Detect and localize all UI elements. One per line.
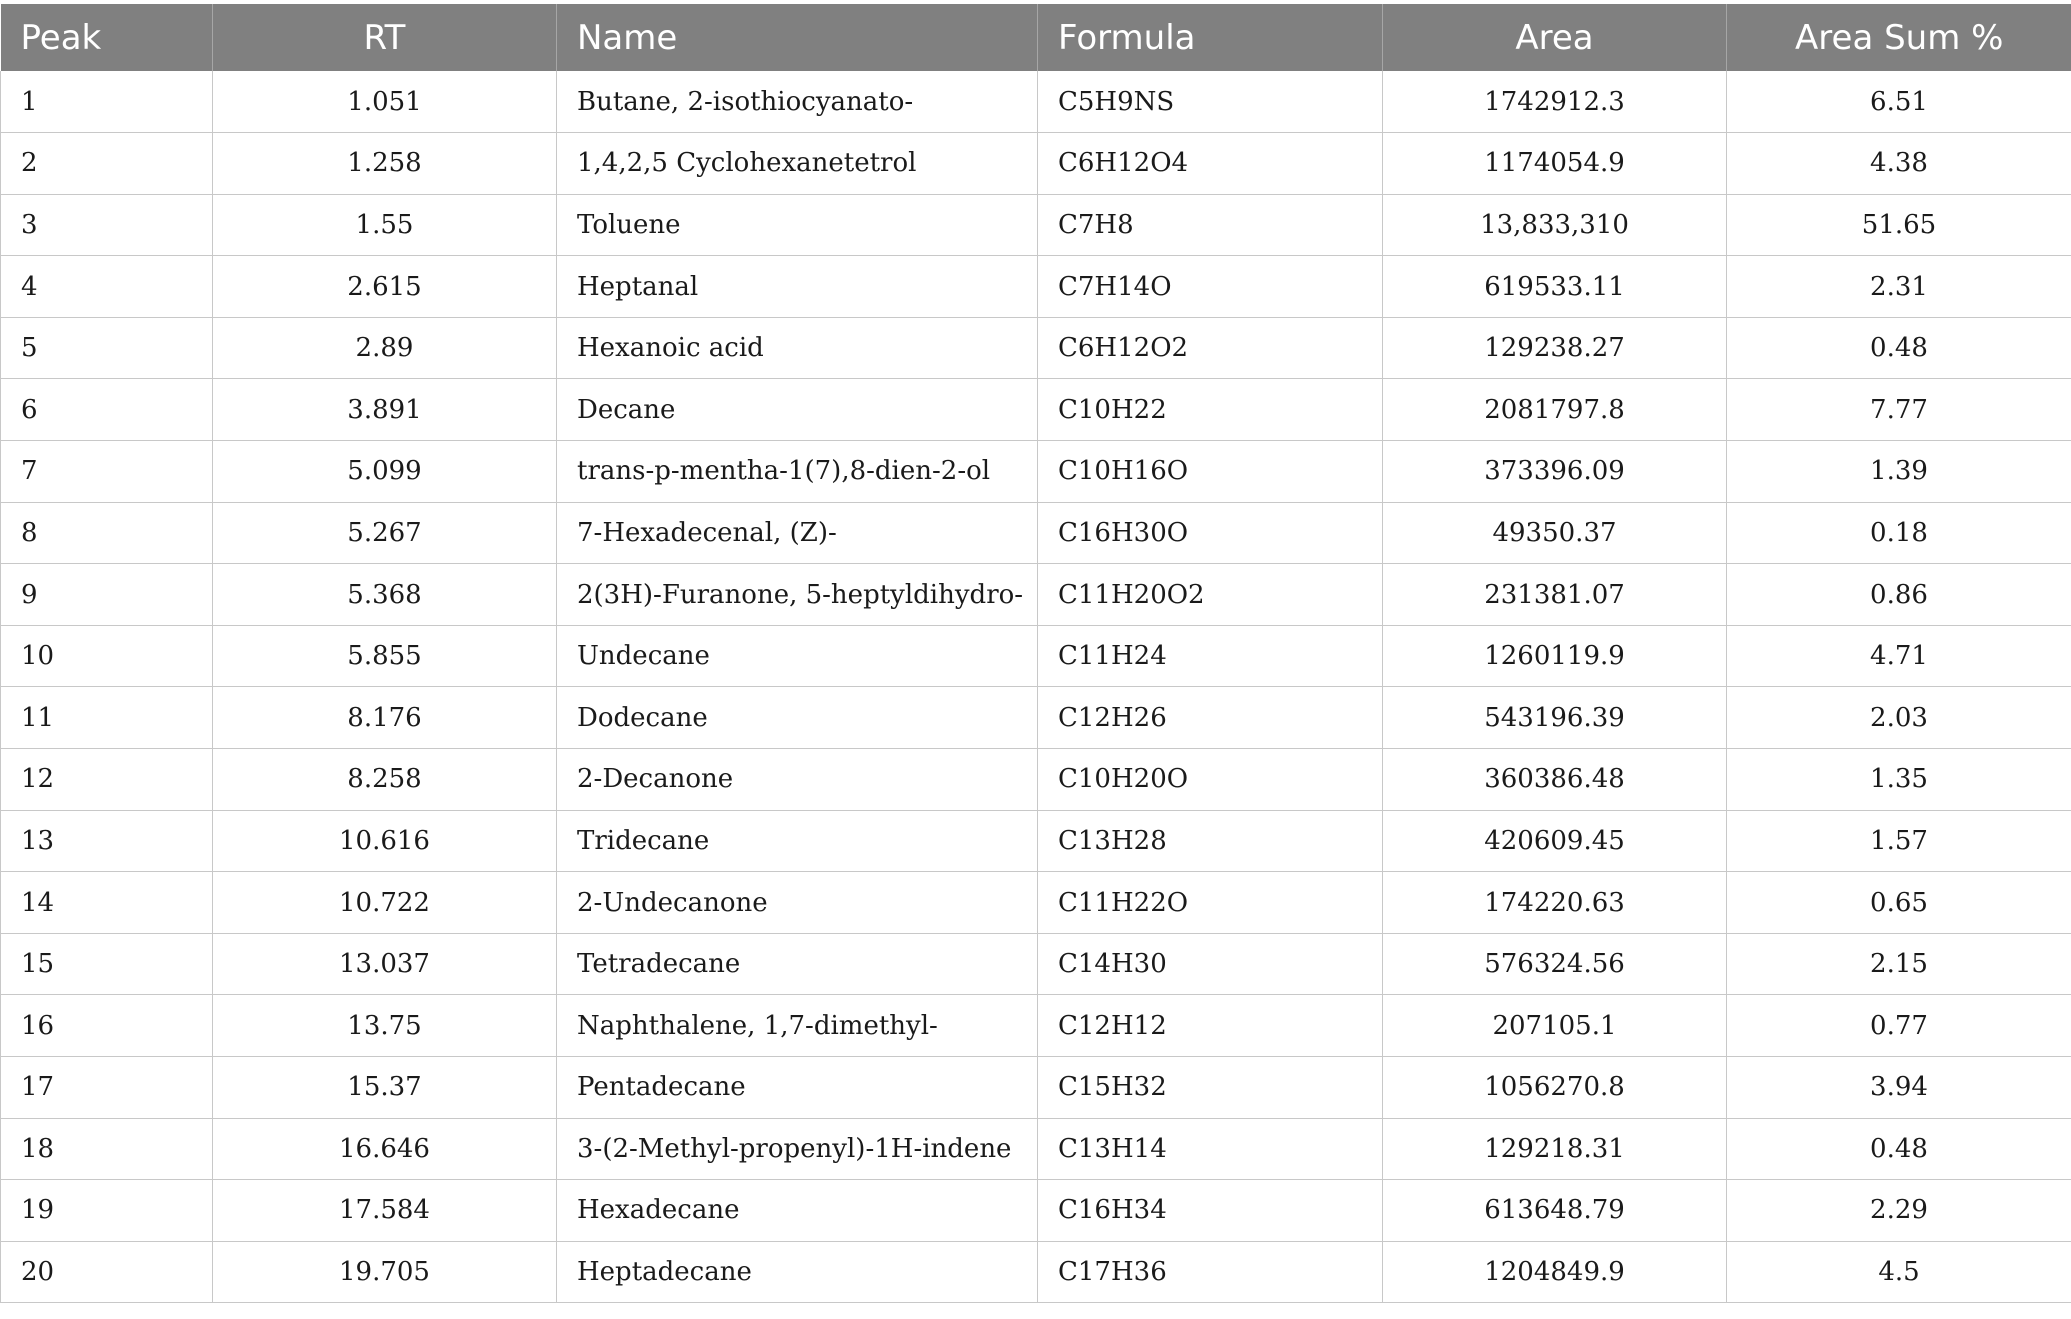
- cell-formula: C6H12O4: [1038, 133, 1383, 195]
- table-row: [1, 810, 2071, 872]
- cell-name: 2-Decanone: [557, 749, 1038, 811]
- cell-peak: 14: [1, 872, 213, 934]
- table-row: [1, 71, 2071, 133]
- cell-formula: C12H26: [1038, 687, 1383, 749]
- cell-area-sum: 0.65: [1727, 872, 2071, 934]
- cell-formula: C14H30: [1038, 933, 1383, 995]
- cell-area-sum: 4.38: [1727, 133, 2071, 195]
- cell-area: 1260119.9: [1383, 625, 1727, 687]
- cell-formula: C7H14O: [1038, 256, 1383, 318]
- cell-area: 543196.39: [1383, 687, 1727, 749]
- cell-area-sum: 0.77: [1727, 995, 2071, 1057]
- cell-peak: 13: [1, 810, 213, 872]
- cell-area-sum: 0.48: [1727, 1118, 2071, 1180]
- cell-name: 3-(2-Methyl-propenyl)-1H-indene: [557, 1118, 1038, 1180]
- cell-area: 1174054.9: [1383, 133, 1727, 195]
- cell-name: Tetradecane: [557, 933, 1038, 995]
- cell-peak: 17: [1, 1057, 213, 1119]
- cell-area-sum: 7.77: [1727, 379, 2071, 441]
- header-row: [1, 4, 2071, 71]
- column-header-rt: RT: [213, 4, 557, 71]
- cell-name: Hexadecane: [557, 1180, 1038, 1242]
- cell-area: 1056270.8: [1383, 1057, 1727, 1119]
- cell-peak: 4: [1, 256, 213, 318]
- cell-area-sum: 4.71: [1727, 625, 2071, 687]
- cell-formula: C15H32: [1038, 1057, 1383, 1119]
- cell-area: 373396.09: [1383, 441, 1727, 503]
- cell-formula: C17H36: [1038, 1241, 1383, 1303]
- cell-peak: 16: [1, 995, 213, 1057]
- cell-rt: 10.722: [213, 872, 557, 934]
- cell-area: 1742912.3: [1383, 71, 1727, 133]
- table-row: [1, 625, 2071, 687]
- cell-area: 1204849.9: [1383, 1241, 1727, 1303]
- table-row: [1, 749, 2071, 811]
- cell-peak: 3: [1, 194, 213, 256]
- table-row: [1, 1180, 2071, 1242]
- cell-name: Decane: [557, 379, 1038, 441]
- peaks-table: [0, 4, 2071, 1303]
- cell-formula: C11H24: [1038, 625, 1383, 687]
- cell-area: 13,833,310: [1383, 194, 1727, 256]
- column-header-name: Name: [557, 4, 1038, 71]
- cell-peak: 18: [1, 1118, 213, 1180]
- cell-rt: 17.584: [213, 1180, 557, 1242]
- cell-rt: 2.89: [213, 317, 557, 379]
- cell-rt: 8.176: [213, 687, 557, 749]
- cell-area-sum: 1.57: [1727, 810, 2071, 872]
- column-header-area-sum: Area Sum %: [1727, 4, 2071, 71]
- table-row: [1, 933, 2071, 995]
- cell-name: 2(3H)-Furanone, 5-heptyldihydro-: [557, 564, 1038, 626]
- table-row: [1, 379, 2071, 441]
- cell-formula: C11H22O: [1038, 872, 1383, 934]
- cell-formula: C6H12O2: [1038, 317, 1383, 379]
- cell-name: 7-Hexadecenal, (Z)-: [557, 502, 1038, 564]
- cell-area: 613648.79: [1383, 1180, 1727, 1242]
- cell-peak: 5: [1, 317, 213, 379]
- cell-peak: 19: [1, 1180, 213, 1242]
- cell-peak: 1: [1, 71, 213, 133]
- table-row: [1, 133, 2071, 195]
- cell-area-sum: 3.94: [1727, 1057, 2071, 1119]
- cell-area-sum: 6.51: [1727, 71, 2071, 133]
- cell-area: 420609.45: [1383, 810, 1727, 872]
- cell-area-sum: 0.48: [1727, 317, 2071, 379]
- cell-formula: C13H14: [1038, 1118, 1383, 1180]
- cell-area-sum: 4.5: [1727, 1241, 2071, 1303]
- table-row: [1, 502, 2071, 564]
- table-row: [1, 441, 2071, 503]
- cell-peak: 8: [1, 502, 213, 564]
- table-row: [1, 872, 2071, 934]
- cell-formula: C10H20O: [1038, 749, 1383, 811]
- cell-peak: 15: [1, 933, 213, 995]
- cell-formula: C10H22: [1038, 379, 1383, 441]
- cell-peak: 9: [1, 564, 213, 626]
- cell-name: Heptadecane: [557, 1241, 1038, 1303]
- cell-area: 174220.63: [1383, 872, 1727, 934]
- cell-peak: 7: [1, 441, 213, 503]
- cell-area: 207105.1: [1383, 995, 1727, 1057]
- cell-name: 1,4,2,5 Cyclohexanetetrol: [557, 133, 1038, 195]
- cell-rt: 8.258: [213, 749, 557, 811]
- cell-name: Dodecane: [557, 687, 1038, 749]
- cell-area: 619533.11: [1383, 256, 1727, 318]
- cell-peak: 12: [1, 749, 213, 811]
- cell-name: 2-Undecanone: [557, 872, 1038, 934]
- cell-rt: 5.368: [213, 564, 557, 626]
- cell-formula: C16H30O: [1038, 502, 1383, 564]
- table-row: [1, 317, 2071, 379]
- cell-rt: 19.705: [213, 1241, 557, 1303]
- cell-formula: C16H34: [1038, 1180, 1383, 1242]
- cell-area: 231381.07: [1383, 564, 1727, 626]
- cell-area-sum: 2.03: [1727, 687, 2071, 749]
- cell-formula: C7H8: [1038, 194, 1383, 256]
- table-row: [1, 256, 2071, 318]
- cell-rt: 1.258: [213, 133, 557, 195]
- cell-rt: 5.099: [213, 441, 557, 503]
- cell-name: Pentadecane: [557, 1057, 1038, 1119]
- cell-peak: 2: [1, 133, 213, 195]
- cell-area: 129238.27: [1383, 317, 1727, 379]
- cell-rt: 15.37: [213, 1057, 557, 1119]
- cell-name: Hexanoic acid: [557, 317, 1038, 379]
- table-row: [1, 1057, 2071, 1119]
- column-header-area: Area: [1383, 4, 1727, 71]
- cell-area: 576324.56: [1383, 933, 1727, 995]
- cell-rt: 1.55: [213, 194, 557, 256]
- cell-peak: 11: [1, 687, 213, 749]
- cell-area: 2081797.8: [1383, 379, 1727, 441]
- table-row: [1, 1118, 2071, 1180]
- cell-name: Butane, 2-isothiocyanato-: [557, 71, 1038, 133]
- cell-rt: 5.855: [213, 625, 557, 687]
- cell-formula: C12H12: [1038, 995, 1383, 1057]
- cell-peak: 10: [1, 625, 213, 687]
- cell-area-sum: 2.15: [1727, 933, 2071, 995]
- cell-rt: 5.267: [213, 502, 557, 564]
- cell-rt: 13.037: [213, 933, 557, 995]
- cell-name: Heptanal: [557, 256, 1038, 318]
- cell-area-sum: 1.39: [1727, 441, 2071, 503]
- table-row: [1, 995, 2071, 1057]
- cell-area: 49350.37: [1383, 502, 1727, 564]
- cell-formula: C5H9NS: [1038, 71, 1383, 133]
- cell-rt: 13.75: [213, 995, 557, 1057]
- cell-area-sum: 0.86: [1727, 564, 2071, 626]
- cell-name: Tridecane: [557, 810, 1038, 872]
- cell-name: Naphthalene, 1,7-dimethyl-: [557, 995, 1038, 1057]
- table-row: [1, 194, 2071, 256]
- cell-area-sum: 2.31: [1727, 256, 2071, 318]
- table-row: [1, 1241, 2071, 1303]
- cell-name: Undecane: [557, 625, 1038, 687]
- cell-area-sum: 2.29: [1727, 1180, 2071, 1242]
- cell-peak: 6: [1, 379, 213, 441]
- cell-area-sum: 0.18: [1727, 502, 2071, 564]
- cell-area-sum: 1.35: [1727, 749, 2071, 811]
- cell-formula: C13H28: [1038, 810, 1383, 872]
- cell-rt: 2.615: [213, 256, 557, 318]
- cell-area: 360386.48: [1383, 749, 1727, 811]
- cell-rt: 16.646: [213, 1118, 557, 1180]
- cell-name: Toluene: [557, 194, 1038, 256]
- cell-rt: 3.891: [213, 379, 557, 441]
- cell-rt: 10.616: [213, 810, 557, 872]
- cell-formula: C11H20O2: [1038, 564, 1383, 626]
- cell-rt: 1.051: [213, 71, 557, 133]
- table-header: [1, 4, 2071, 71]
- cell-formula: C10H16O: [1038, 441, 1383, 503]
- column-header-formula: Formula: [1038, 4, 1383, 71]
- column-header-peak: Peak: [1, 4, 213, 71]
- cell-area-sum: 51.65: [1727, 194, 2071, 256]
- table-row: [1, 687, 2071, 749]
- cell-name: trans-p-mentha-1(7),8-dien-2-ol: [557, 441, 1038, 503]
- cell-area: 129218.31: [1383, 1118, 1727, 1180]
- cell-peak: 20: [1, 1241, 213, 1303]
- table-body: [1, 71, 2071, 1303]
- table-row: [1, 564, 2071, 626]
